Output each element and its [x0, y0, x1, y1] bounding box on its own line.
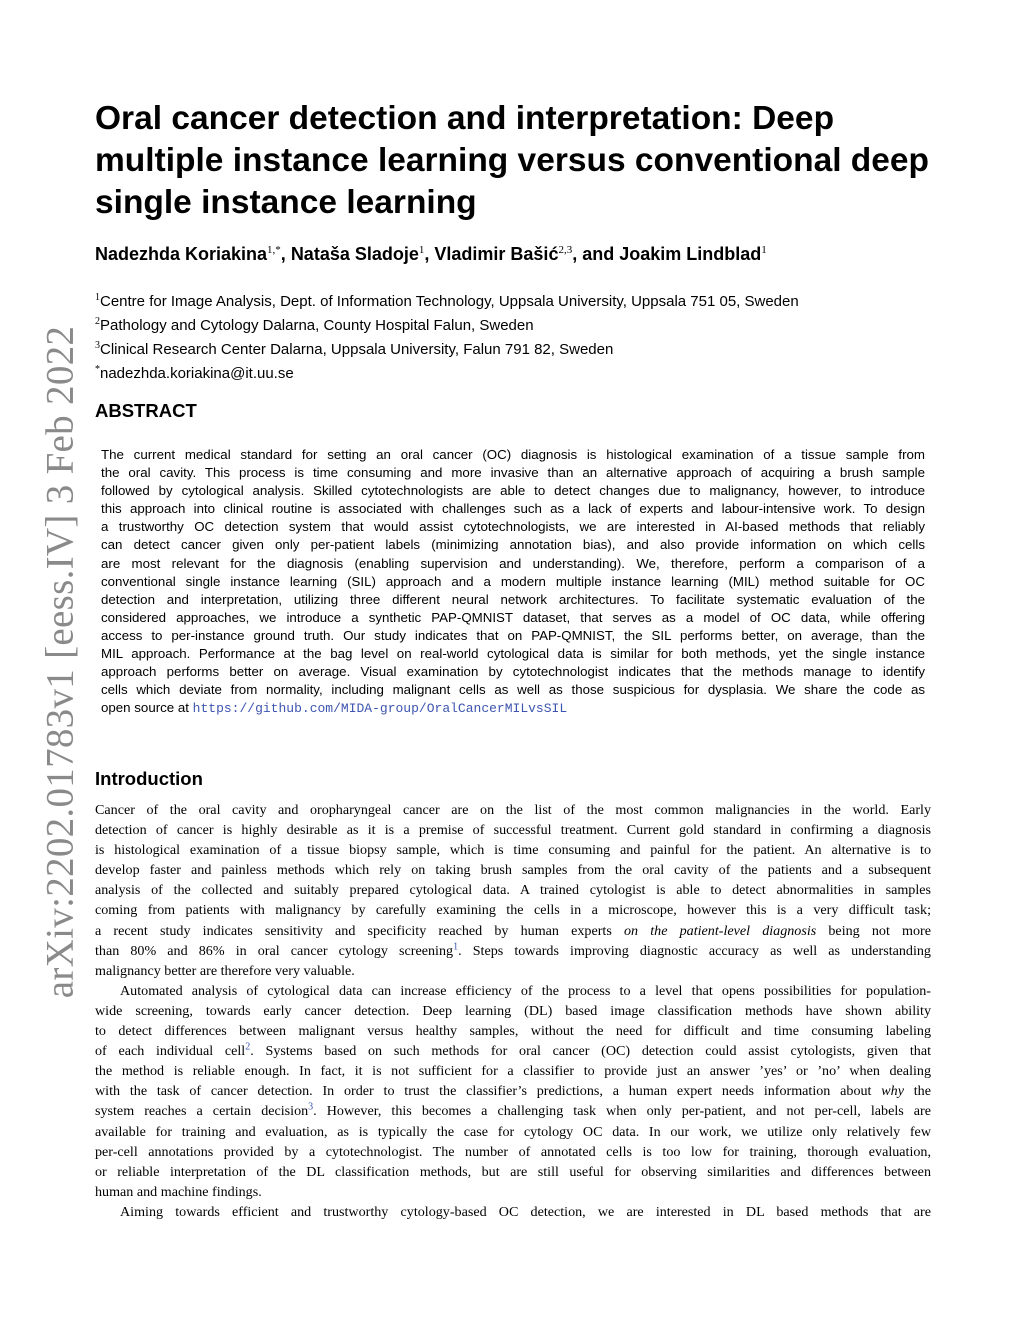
abstract-line: The current medical standard for setting an oral cancer (OC) diagnosis is histological examination of a tissue sample from: [101, 447, 925, 462]
citation-link[interactable]: 1: [453, 940, 459, 952]
abstract-line: [101, 699, 925, 718]
body-line: [95, 941, 931, 961]
corresponding-email[interactable]: nadezhda.koriakina@it.uu.se: [100, 365, 294, 382]
affiliation-item: [95, 312, 975, 336]
body-line: available for training and evaluation, as is typically the case for cytology OC data. In our work, we utilize only relatively few: [95, 1123, 931, 1140]
abstract-line: are most relevant for the diagnosis (enabling supervision and understanding). We, therefore, perform a comparison of a: [101, 555, 925, 571]
citation-link[interactable]: 2: [245, 1041, 251, 1053]
abstract-line: MIL approach. Performance at the bag level on real-world cytological data is similar for both methods, yet the single instance: [101, 646, 925, 662]
body-line: [95, 1081, 931, 1101]
abstract-line: approach performs better on average. Visual examination by cytotechnologist indicates that the methods manage to identify: [101, 664, 925, 680]
affiliation-item: [95, 360, 975, 384]
body-line: [95, 1101, 931, 1121]
abstract-line: a trustworthy OC detection system that would assist cytotechnologists, we are interested in AI-based methods that reliably: [101, 519, 925, 535]
affiliation-mark: 3: [95, 340, 100, 351]
abstract-heading: ABSTRACT: [95, 400, 197, 421]
affiliation-list: [95, 288, 975, 384]
body-text-fragment: . However, this becomes a challenging task when only per-patient, and not per-cell, labels are: [313, 1103, 931, 1120]
citation-link[interactable]: 3: [308, 1101, 314, 1113]
body-line: Automated analysis of cytological data can increase efficiency of the process to a level that opens possibilities for population-: [120, 982, 931, 999]
abstract-text: [101, 446, 925, 718]
author-name: Nataša Sladoje: [290, 244, 419, 264]
body-line: to detect differences between malignant versus healthy samples, without the need for difficult and time consuming labeling: [95, 1023, 931, 1040]
author-affiliation-mark: 2,3: [558, 244, 573, 256]
body-line: malignancy better are therefore very valuable.: [95, 962, 355, 979]
affiliation-item: [95, 336, 975, 360]
abstract-line: detection and interpretation, utilizing three different neural network architectures. To facilitate systematic evaluation of the: [101, 591, 925, 607]
body-line: is histological examination of a tissue biopsy sample, which is time consuming and painful for the patient. An alternative is to: [95, 842, 931, 859]
affiliation-text: Pathology and Cytology Dalarna, County Hospital Falun, Sweden: [100, 317, 534, 334]
affiliation-mark: 2: [95, 316, 100, 327]
abstract-line: cells which deviate from normality, including malignant cells as well as those suspicious for dysplasia. We share the code as: [101, 682, 925, 698]
abstract-line: the oral cavity. This process is time consuming and more invasive than an alternative approach of acquiring a brush sample: [101, 465, 925, 481]
body-text-fragment: than 80% and 86% in oral cancer cytology screening: [95, 942, 454, 959]
affiliation-mark: 1: [95, 292, 100, 303]
emphasized-text: why: [881, 1083, 904, 1100]
abstract-line: followed by cytological analysis. Skilled cytotechnologists are able to detect changes due to malignancy, however, to introduce: [101, 483, 925, 499]
author-name: Vladimir Bašić: [434, 244, 559, 264]
body-line: the method is reliable enough. In fact, it is not sufficient for a classifier to provide just an answer ’yes’ or ’no’ when dealing: [95, 1063, 931, 1080]
abstract-line: conventional single instance learning (SIL) approach and a modern multiple instance learning (MIL) method suitable for OC: [101, 573, 925, 589]
body-line: coming from patients with malignancy by carefully examining the cells in a microscope, however this is a very difficult task;: [95, 902, 931, 919]
abstract-line: considered approaches, we introduce a synthetic PAP-QMNIST dataset, that serves as a model of OC data, while offering: [101, 609, 925, 625]
author-affiliation-mark: 1: [418, 244, 425, 256]
author-affiliation-mark: 1,*: [267, 244, 281, 256]
emphasized-text: on the patient-level diagnosis: [623, 922, 817, 939]
code-repository-link[interactable]: https://github.com/MIDA-group/OralCancerMILvsSIL: [192, 701, 568, 717]
body-line: or reliable interpretation of the DL classification methods, but are still useful for observing similarities and differences between: [95, 1163, 931, 1180]
body-text-fragment: being not more: [816, 922, 931, 939]
author-name: Nadezhda Koriakina: [95, 244, 268, 264]
author-separator: ,: [424, 244, 435, 264]
arxiv-identifier-stamp: arXiv:2202.01783v1 [eess.IV] 3 Feb 2022: [38, 325, 82, 999]
introduction-body: [95, 800, 931, 1222]
body-line: [95, 1041, 931, 1061]
introduction-heading: Introduction: [95, 768, 203, 789]
body-line: detection of cancer is highly desirable as it is a premise of successful treatment. Current gold standard in confirming a diagnosis: [95, 822, 931, 839]
body-text-fragment: with the task of cancer detection. In order to trust the classifier’s predictions, a human expert needs information about: [95, 1083, 882, 1100]
body-line: per-cell annotations provided by a cytotechnologist. The number of annotated cells is too low for training, thorough evaluation,: [95, 1143, 931, 1160]
title-line: single instance learning: [95, 184, 477, 221]
body-line: develop faster and painless methods which rely on taking brush samples from the oral cavity of the patients and a subsequent: [95, 862, 931, 879]
paper-title: [95, 98, 975, 224]
affiliation-text: Clinical Research Center Dalarna, Uppsala University, Falun 791 82, Sweden: [100, 341, 614, 358]
author-separator: , and: [572, 244, 620, 264]
author-separator: ,: [280, 244, 291, 264]
author-list: [95, 238, 975, 266]
author-affiliation-mark: 1: [761, 244, 767, 256]
affiliation-mark: *: [95, 364, 100, 375]
body-line: Aiming towards efficient and trustworthy cytology-based OC detection, we are interested in DL based methods that are: [120, 1203, 931, 1220]
body-text-fragment: the: [903, 1083, 931, 1100]
body-text-fragment: . Steps towards improving diagnostic accuracy as well as understanding: [458, 942, 931, 959]
abstract-line: this approach into clinical routine is associated with challenges such as a lack of experts and labour-intensive work. To design: [101, 501, 925, 517]
body-text-fragment: a recent study indicates sensitivity and specificity reached by human experts: [95, 922, 624, 939]
title-line: Oral cancer detection and interpretation: Deep: [95, 100, 835, 137]
body-line: wide screening, towards early cancer detection. Deep learning (DL) based image classification methods have shown ability: [95, 1002, 931, 1019]
abstract-line: can detect cancer given only per-patient labels (minimizing annotation bias), and also provide information on which cells: [101, 537, 925, 553]
abstract-line: access to per-instance ground truth. Our study indicates that on PAP-QMNIST, the SIL performs better, on average, than the: [101, 627, 925, 643]
affiliation-item: [95, 288, 975, 312]
author-name: Joakim Lindblad: [619, 244, 762, 264]
body-line: analysis of the collected and suitably prepared cytological data. A trained cytologist is able to detect abnormalities in samples: [95, 882, 931, 899]
body-line: Cancer of the oral cavity and oropharyngeal cancer are on the list of the most common malignancies in the world. Early: [95, 802, 931, 818]
body-line: human and machine findings.: [95, 1183, 262, 1200]
affiliation-text: Centre for Image Analysis, Dept. of Information Technology, Uppsala University, Uppsala 751 05, Sweden: [100, 293, 799, 310]
title-line: multiple instance learning versus conventional deep: [95, 142, 929, 179]
body-text-fragment: of each individual cell: [95, 1043, 246, 1060]
body-text-fragment: system reaches a certain decision: [95, 1103, 309, 1120]
body-text-fragment: . Systems based on such methods for oral cancer (OC) detection could assist cytologists, given that: [250, 1043, 932, 1060]
abstract-text-fragment: open source at: [101, 700, 193, 716]
body-line: [95, 921, 931, 941]
